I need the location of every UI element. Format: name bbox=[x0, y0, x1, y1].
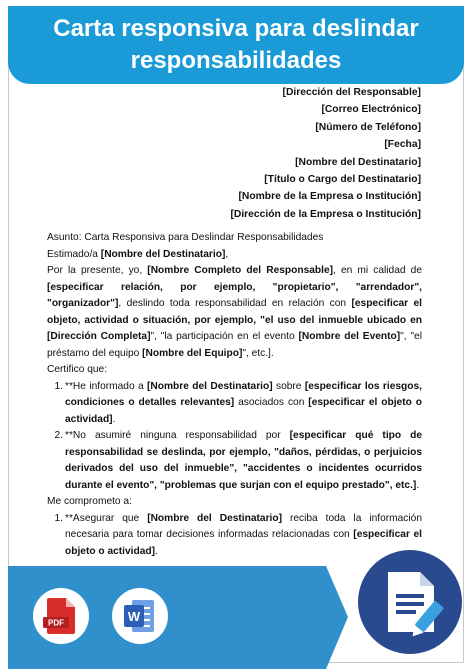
header-line: [Nombre del Destinatario] bbox=[295, 156, 421, 168]
list-number: 1. bbox=[54, 512, 63, 524]
greeting-suffix: , bbox=[225, 248, 229, 260]
subject-line: Asunto: Carta Responsiva para Deslindar Responsabilidades bbox=[47, 232, 324, 243]
item-text: **Asegurar que bbox=[65, 512, 148, 524]
word-download-button[interactable] bbox=[112, 588, 168, 644]
item-text: . bbox=[155, 545, 158, 557]
item-text: . bbox=[416, 479, 420, 491]
list-item bbox=[47, 428, 422, 494]
item-text: **No asumiré ninguna responsabilidad por bbox=[65, 430, 290, 441]
item-text: **He informado a bbox=[65, 380, 148, 392]
document-preview-button[interactable] bbox=[358, 550, 462, 654]
sender-recipient-block bbox=[230, 84, 421, 223]
intro-bold: [Nombre Completo del Responsable] bbox=[147, 265, 334, 276]
list-number: 1. bbox=[54, 380, 63, 392]
item-text: sobre bbox=[272, 380, 305, 392]
intro-paragraph bbox=[47, 263, 422, 362]
item-bold: [Nombre del Destinatario] bbox=[147, 380, 273, 392]
pdf-icon bbox=[33, 588, 89, 644]
page-title: Carta responsiva para deslindar responsabilidades bbox=[53, 15, 419, 74]
intro-bold: [Nombre del Evento] bbox=[298, 331, 401, 342]
item-bold: [especificar el objeto o actividad] bbox=[65, 529, 422, 557]
header-line: [Nombre de la Empresa o Institución] bbox=[238, 191, 421, 203]
intro-bold: [especificar el objeto, actividad o situación, por ejemplo, "el uso del inmueble ubicado en [Dirección Completa] bbox=[47, 298, 422, 342]
item-text: . bbox=[112, 413, 116, 425]
header-line: [Dirección del Responsable] bbox=[282, 87, 421, 98]
intro-text: , deslindo toda responsabilidad en relación con bbox=[118, 298, 352, 309]
item-bold: [especificar qué tipo de responsabilidad se deslinda, por ejemplo, "daños, pérdidas, o perjuicios derivados del uso del inmueble", "accidentes o incidentes ocurridos durante el evento", "problemas que surjan con el equipo prestado", etc.] bbox=[65, 430, 422, 491]
pdf-label: PDF bbox=[48, 618, 64, 628]
item-bold: [especificar el objeto o actividad] bbox=[65, 397, 422, 425]
list-number: 2. bbox=[54, 430, 63, 441]
list-item bbox=[47, 379, 422, 429]
intro-text: ", "la participación en el evento bbox=[150, 331, 299, 342]
header-line: [Dirección de la Empresa o Institución] bbox=[230, 208, 421, 220]
word-label: W bbox=[127, 609, 141, 624]
header-line: [Número de Teléfono] bbox=[315, 121, 421, 133]
greeting-name: [Nombre del Destinatario] bbox=[100, 248, 226, 260]
document-icon bbox=[358, 550, 462, 654]
intro-text: , en mi calidad de bbox=[333, 265, 422, 276]
list-text bbox=[65, 428, 422, 494]
header-line: [Correo Electrónico] bbox=[321, 104, 421, 116]
item-text: reciba toda la información necesaria para tomar decisiones informadas relacionadas con bbox=[65, 512, 422, 540]
pdf-download-button[interactable] bbox=[33, 588, 89, 644]
intro-text: ", etc.]. bbox=[242, 347, 274, 359]
word-icon bbox=[112, 588, 168, 644]
header-line: [Título o Cargo del Destinatario] bbox=[264, 174, 421, 186]
title-banner bbox=[8, 6, 464, 84]
item-bold: [especificar los riesgos, condiciones o detalles relevantes] bbox=[65, 380, 422, 408]
item-text: asociados con bbox=[234, 397, 309, 408]
letter-body bbox=[47, 230, 422, 560]
greeting bbox=[47, 247, 422, 264]
greeting-prefix: Estimado/a bbox=[47, 248, 101, 260]
header-line: [Fecha] bbox=[384, 139, 421, 151]
intro-text: ", "el préstamo del equipo bbox=[47, 331, 422, 359]
certify-label: Certifico que: bbox=[47, 364, 108, 375]
list-text bbox=[65, 379, 422, 429]
item-bold: [Nombre del Destinatario] bbox=[147, 512, 282, 524]
commit-label: Me comprometo a: bbox=[47, 496, 132, 507]
intro-text: Por la presente, yo, bbox=[47, 265, 148, 276]
intro-bold: [Nombre del Equipo] bbox=[142, 347, 243, 359]
intro-bold: [especificar relación, por ejemplo, "propietario", "arrendador", "organizador"] bbox=[47, 281, 422, 309]
